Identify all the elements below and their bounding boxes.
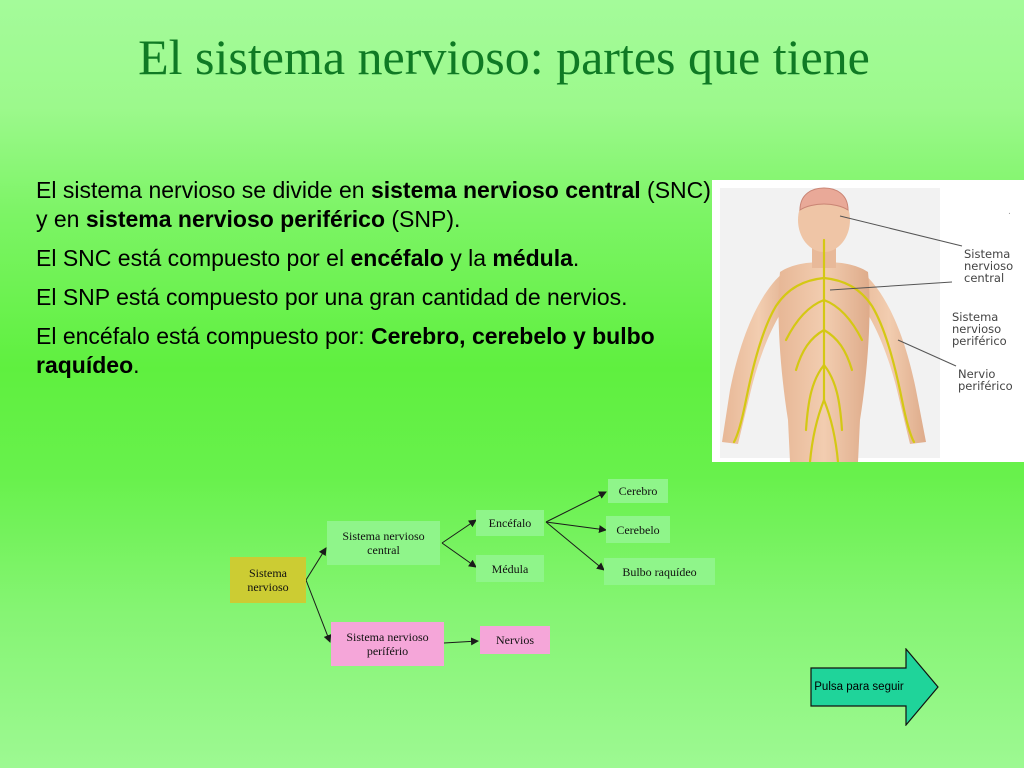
- node-snp: Sistema nervioso perífério: [331, 622, 444, 666]
- text-run: .: [572, 245, 580, 271]
- node-encefalo: Encéfalo: [476, 510, 544, 536]
- connector-encefalo-cerebro: [546, 492, 606, 522]
- bold-term-encefalo: encéfalo: [350, 245, 444, 271]
- text-run: El SNP está compuesto por una gran cantidad de nervios.: [36, 284, 628, 310]
- connector-snc-encefalo: [442, 520, 476, 543]
- figure-mark: .: [1008, 207, 1011, 217]
- text-run: El sistema nervioso se divide en: [36, 177, 371, 203]
- connector-snc-medula: [442, 543, 476, 567]
- label-snp: Sistema nervioso periférico: [952, 310, 1007, 348]
- text-run: (SNC) y en: [36, 177, 711, 232]
- label-nervio-periferico: Nervio periférico: [958, 367, 1013, 393]
- connector-snp-nervios: [444, 641, 478, 643]
- next-slide-label: Pulsa para seguir: [814, 681, 904, 693]
- slide-title: El sistema nervioso: partes que tiene: [138, 29, 870, 85]
- text-run: (SNP).: [385, 206, 461, 232]
- node-medula: Médula: [476, 555, 544, 582]
- node-bulbo: Bulbo raquídeo: [604, 558, 715, 585]
- connector-encefalo-bulbo: [546, 522, 604, 570]
- text-run: El SNC está compuesto por el: [36, 245, 351, 271]
- next-slide-button[interactable]: [810, 648, 940, 726]
- text-run: .: [133, 352, 140, 378]
- node-snc: Sistema nervioso central: [327, 521, 440, 565]
- text-run: El encéfalo está compuesto por:: [36, 323, 371, 349]
- text-run: y la: [443, 245, 493, 271]
- connector-root-snp: [306, 580, 330, 642]
- bold-term-medula: médula: [492, 245, 573, 271]
- bold-term-encefalo-parts: Cerebro, cerebelo y bulbo raquídeo: [36, 323, 655, 378]
- node-nervios: Nervios: [480, 626, 550, 654]
- label-snc: Sistema nervioso central: [964, 247, 1014, 285]
- node-cerebelo: Cerebelo: [606, 516, 670, 543]
- right-arrow-icon[interactable]: [811, 649, 938, 725]
- bold-term-snc: sistema nervioso central: [370, 177, 641, 203]
- bold-term-snp: sistema nervioso periférico: [85, 206, 385, 232]
- node-sistema-nervioso: Sistema nervioso: [230, 557, 306, 603]
- node-cerebro: Cerebro: [608, 479, 668, 503]
- connector-root-snc: [306, 548, 326, 580]
